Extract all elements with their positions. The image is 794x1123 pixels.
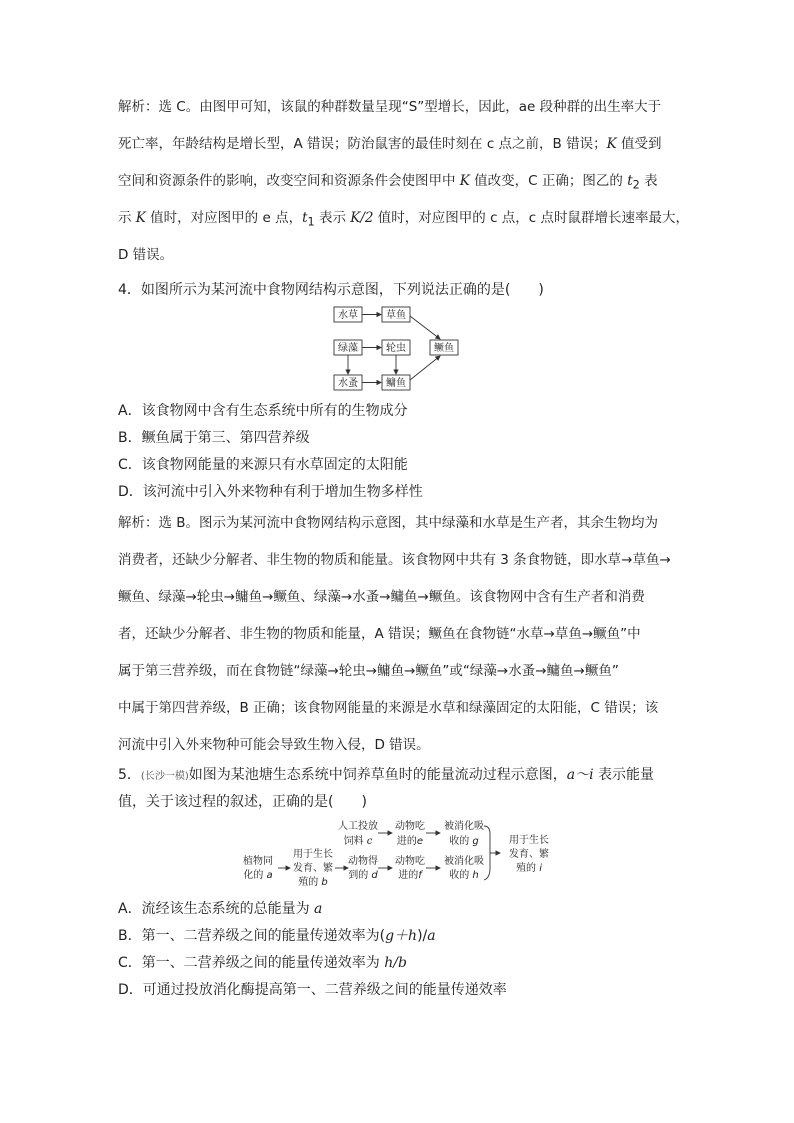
q3-analysis-line-4 [118, 200, 690, 237]
digh-label-1: 被消化吸 [444, 856, 484, 867]
q4-option-b: B．鳜鱼属于第三、第四营养级 [118, 430, 310, 446]
q5-stem-line-2: 值，关于该过程的叙述，正确的是( ) [118, 794, 367, 810]
text-run: 空间和资源条件的影响，改变空间和资源条件会使图甲中 [118, 173, 460, 189]
var-range: a～i [566, 767, 594, 783]
food-web-diagram [330, 302, 466, 394]
q4-option-c: C．该食物网能量的来源只有水草固定的太阳能 [118, 457, 408, 473]
q3-analysis [118, 89, 690, 274]
feed-label-2 [344, 834, 373, 847]
merge-bracket [484, 826, 490, 880]
text-run: 进的 [396, 836, 417, 847]
var-t: t [302, 210, 308, 226]
get-label-1: 动物得 [348, 856, 378, 867]
var-h: h [472, 870, 479, 881]
arrow-yongyu-guiyu [410, 356, 440, 380]
q3-analysis-line-5: D 错误。 [118, 247, 174, 263]
q4-analysis-line-3: 鳜鱼、绿藻→轮虫→鳙鱼→鳜鱼、绿藻→水蚤→鳙鱼→鳜鱼。该食物网中含有生产者和消费 [118, 589, 645, 605]
text-run: 收的 [449, 836, 473, 847]
q5-options [118, 896, 507, 1004]
var-k-half: K/2 [350, 210, 374, 226]
source-tag: (长沙一模) [140, 771, 189, 782]
q5-stem-line-1 [118, 762, 654, 789]
q4-analysis-line-5: 属于第三营养级，而在食物链“绿藻→轮虫→鳙鱼→鳜鱼”或“绿藻→水蚤→鳙鱼→鳜鱼” [118, 663, 619, 679]
q4-option-d: D．该河流中引入外来物种有利于增加生物多样性 [118, 484, 423, 500]
q5-stem [118, 762, 654, 816]
text-run: 值受到 [616, 136, 662, 152]
q3-analysis-line-3 [118, 163, 678, 200]
text-run: 进的 [398, 870, 419, 881]
node-shuicao: 水草 [338, 310, 358, 321]
text-run: 殖的 [516, 863, 540, 874]
q4-stem: 4．如图所示为某河流中食物网结构示意图，下列说法正确的是( ) [118, 282, 544, 298]
text-run: 值时，对应图甲的 e 点， [145, 210, 303, 226]
text-run: A．流经该生态系统的总能量为 [118, 901, 315, 917]
text-run: 化的 [243, 870, 267, 881]
get-label-2 [348, 868, 378, 881]
var-hb: h/b [384, 955, 407, 971]
text-run: )/ [417, 928, 428, 944]
q4-analysis-line-1: 解析：选 B。图示为某河流中食物网结构示意图，其中绿藻和水草是生产者，其余生物均为 [118, 515, 659, 531]
var-c: c [366, 836, 373, 847]
node-lunchong: 轮虫 [386, 343, 406, 354]
fin-label-1: 用于生长 [509, 835, 549, 846]
plant-label-2 [243, 868, 272, 881]
var-k: K [606, 136, 617, 152]
q5-option-a [118, 896, 507, 923]
text-run: 值时，对应图甲的 c 点，c 点时鼠群增长速率最大， [373, 210, 690, 226]
var-k: K [459, 173, 470, 189]
q5-option-d: D．可通过投放消化酶提高第一、二营养级之间的能量传递效率 [118, 982, 507, 998]
subscript: 2 [632, 178, 640, 192]
text-run: 表示能量 [593, 767, 655, 783]
var-a: a [427, 928, 436, 944]
text-run: 如图为某池塘生态系统中饲养草鱼时的能量流动过程示意图， [188, 767, 567, 783]
var-k: K [135, 210, 146, 226]
dig-label-2 [449, 834, 479, 847]
var-i: i [539, 863, 542, 874]
fin-label-2: 发育、繁 [509, 849, 549, 860]
text-run: 殖的 [298, 877, 322, 888]
q4-analysis-line-4: 者，还缺少分解者、非生物的物质和能量，A 错误；鳜鱼在食物链“水草→草鱼→鳜鱼”中 [118, 626, 641, 642]
grow-label-2: 发育、繁 [293, 863, 333, 874]
subscript: 1 [307, 215, 315, 229]
q4-analysis [118, 505, 678, 764]
q3-analysis-line-2 [118, 126, 678, 163]
text-run: 表 [639, 173, 658, 189]
var-a: a [266, 870, 273, 881]
var-f: f [418, 870, 422, 881]
node-yongyu: 鳙鱼 [386, 378, 406, 389]
q3-analysis-line-1: 解析：选 C。由图甲可知，该鼠的种群数量呈现“S”型增长，因此，ae 段种群的出生率大于 [118, 99, 662, 115]
q4-analysis-line-7: 河流中引入外来物种可能会导致生物入侵，D 错误。 [118, 737, 430, 753]
question-number: 5． [118, 767, 141, 783]
q4-options [118, 398, 423, 506]
eat-label-1: 动物吃 [395, 821, 425, 832]
text-run: B．第一、二营养级之间的能量传递效率为( [118, 928, 386, 944]
q4-analysis-line-6: 中属于第四营养级，B 正确；该食物网能量的来源是水草和绿藻固定的太阳能，C 错误；该 [118, 700, 659, 716]
var-e: e [416, 836, 424, 847]
q5-option-b [118, 923, 507, 950]
var-t: t [627, 173, 633, 189]
var-g: g [472, 836, 479, 847]
text-run: 饲料 [343, 836, 367, 847]
node-shuizao: 水蚤 [338, 378, 358, 389]
var-b: b [321, 877, 328, 888]
text-run: 示 [118, 210, 136, 226]
text-run: C．第一、二营养级之间的能量传递效率为 [118, 955, 385, 971]
eat-label-2 [397, 834, 423, 847]
arrow-caoyu-guiyu [410, 316, 440, 339]
node-caoyu: 草鱼 [386, 310, 406, 321]
var-gh: g＋h [385, 928, 418, 944]
eatf-label-2 [398, 868, 423, 881]
plant-label-1: 植物同 [243, 856, 273, 867]
text-run: 到的 [348, 870, 372, 881]
eatf-label-1: 动物吃 [395, 856, 425, 867]
text-run: 死亡率，年龄结构是增长型，A 错误；防治鼠害的最佳时刻在 c 点之前，B 错误； [118, 136, 607, 152]
digh-label-2 [449, 868, 479, 881]
energy-flow-diagram [238, 818, 566, 892]
node-lvzao: 绿藻 [338, 343, 358, 354]
node-guiyu: 鳜鱼 [434, 343, 454, 354]
grow-label-3 [298, 875, 328, 888]
text-run: 收的 [449, 870, 473, 881]
q4-analysis-line-2: 消费者，还缺少分解者、非生物的物质和能量。该食物网中共有 3 条食物链，即水草→草鱼→ [118, 552, 671, 568]
feed-label-1: 人工投放 [338, 821, 378, 832]
dig-label-1: 被消化吸 [444, 821, 484, 832]
q5-option-c [118, 950, 507, 977]
text-run: 表示 [314, 210, 351, 226]
var-a: a [314, 901, 323, 917]
text-run: 值改变，C 正确；图乙的 [469, 173, 628, 189]
var-d: d [371, 870, 378, 881]
grow-label-1: 用于生长 [293, 849, 333, 860]
fin-label-3 [516, 861, 542, 874]
q4-option-a: A．该食物网中含有生态系统中所有的生物成分 [118, 403, 408, 419]
